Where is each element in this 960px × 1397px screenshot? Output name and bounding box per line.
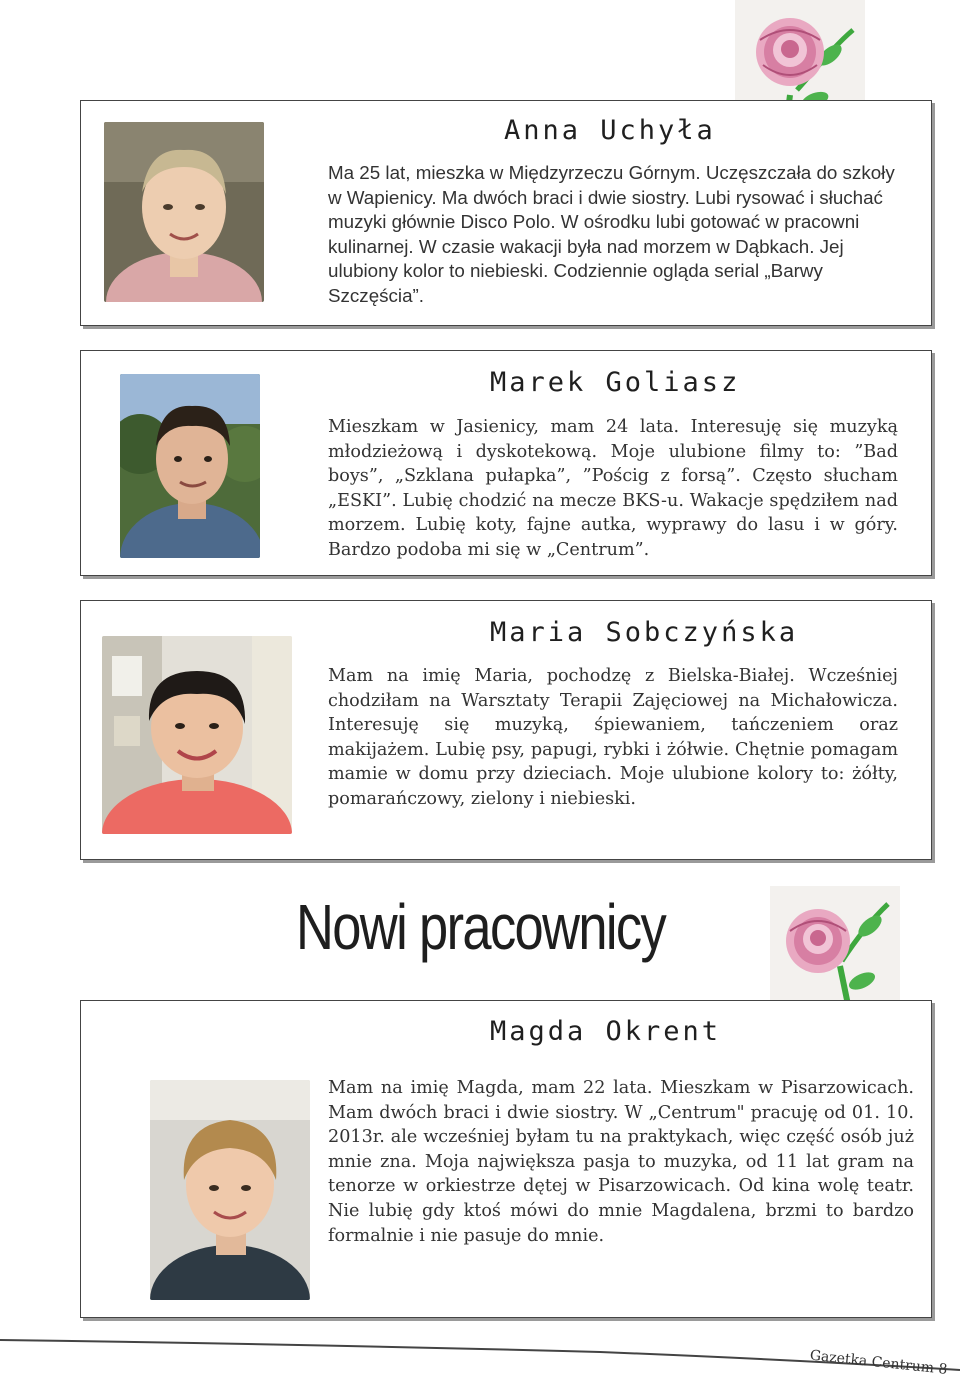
footer-page-label: Gazetka Centrum 8 (808, 1347, 948, 1378)
profile-bio-anna: Ma 25 lat, mieszka w Międzyrzeczu Górnym. Uczęszczała do szkoły w Wapienicy. Ma dwóch braci i dwie siostry. Lubi rysować i słuchać muzyki głównie Disco Polo. W ośrodku lubi gotować w pracowni kulinarnej. W czasie wakacji była nad morzem w Dąbkach. Jej ulubiony kolor to niebieski. Codziennie ogląda serial „Barwy Szczęścia”. (328, 162, 895, 306)
photo-maria (102, 636, 292, 834)
photo-anna (104, 122, 264, 302)
profile-name-marek: Marek Goliasz (490, 367, 741, 398)
profile-bio-maria: Mam na imię Maria, pochodzę z Bielska-Białej. Wcześniej chodziłam na Warsztaty Terapii Zajęciowej na Michałowicza. Interesuję się muzyką, śpiewaniem, tańczeniem oraz makijażem. Lubię psy, papugi, rybki i żółwie. Chętnie pomagam mamie w domu przy dzieciach. Moje ulubione kolory to: żółty, pomarańczowy, zielony i niebieski. (328, 666, 898, 809)
profile-name-anna: Anna Uchyła (504, 115, 716, 146)
profile-bio-magda: Mam na imię Magda, mam 22 lata. Mieszkam w Pisarzowicach. Mam dwóch braci i dwie siostry. W „Centrum" pracuję od 01. 10. 2013r. ale wcześniej byłam tu na praktykach, więc część osób już mnie zna. Moja największa pasja to muzyka, od 11 lat gram na tenorze w orkiestrze dętej w Pisarzowicach. Od kina wolę teatr. Nie lubię gdy ktoś mówi do mnie Magdalena, brzmi to bardzo formalnie i nie pasuje do mnie. (328, 1078, 914, 1246)
profile-name-maria: Maria Sobczyńska (490, 617, 799, 648)
photo-marek (120, 374, 260, 558)
section-title: Nowi pracownicy (296, 891, 666, 963)
photo-magda (150, 1080, 310, 1300)
profile-name-magda: Magda Okrent (490, 1016, 722, 1047)
profile-bio-marek: Mieszkam w Jasienicy, mam 24 lata. Interesuję się muzyką młodzieżową i dyskotekową. Moje ulubione filmy to: ”Bad boys”, „Szklana pułapka”, ”Pościg z forsą”. Często słucham „ESKI”. Lubię chodzić na mecze BKS-u. Wakacje spędziłem nad morzem. Lubię koty, fajne autka, wyprawy do lasu i w góry. Bardzo podoba mi się w „Centrum”. (328, 417, 898, 560)
